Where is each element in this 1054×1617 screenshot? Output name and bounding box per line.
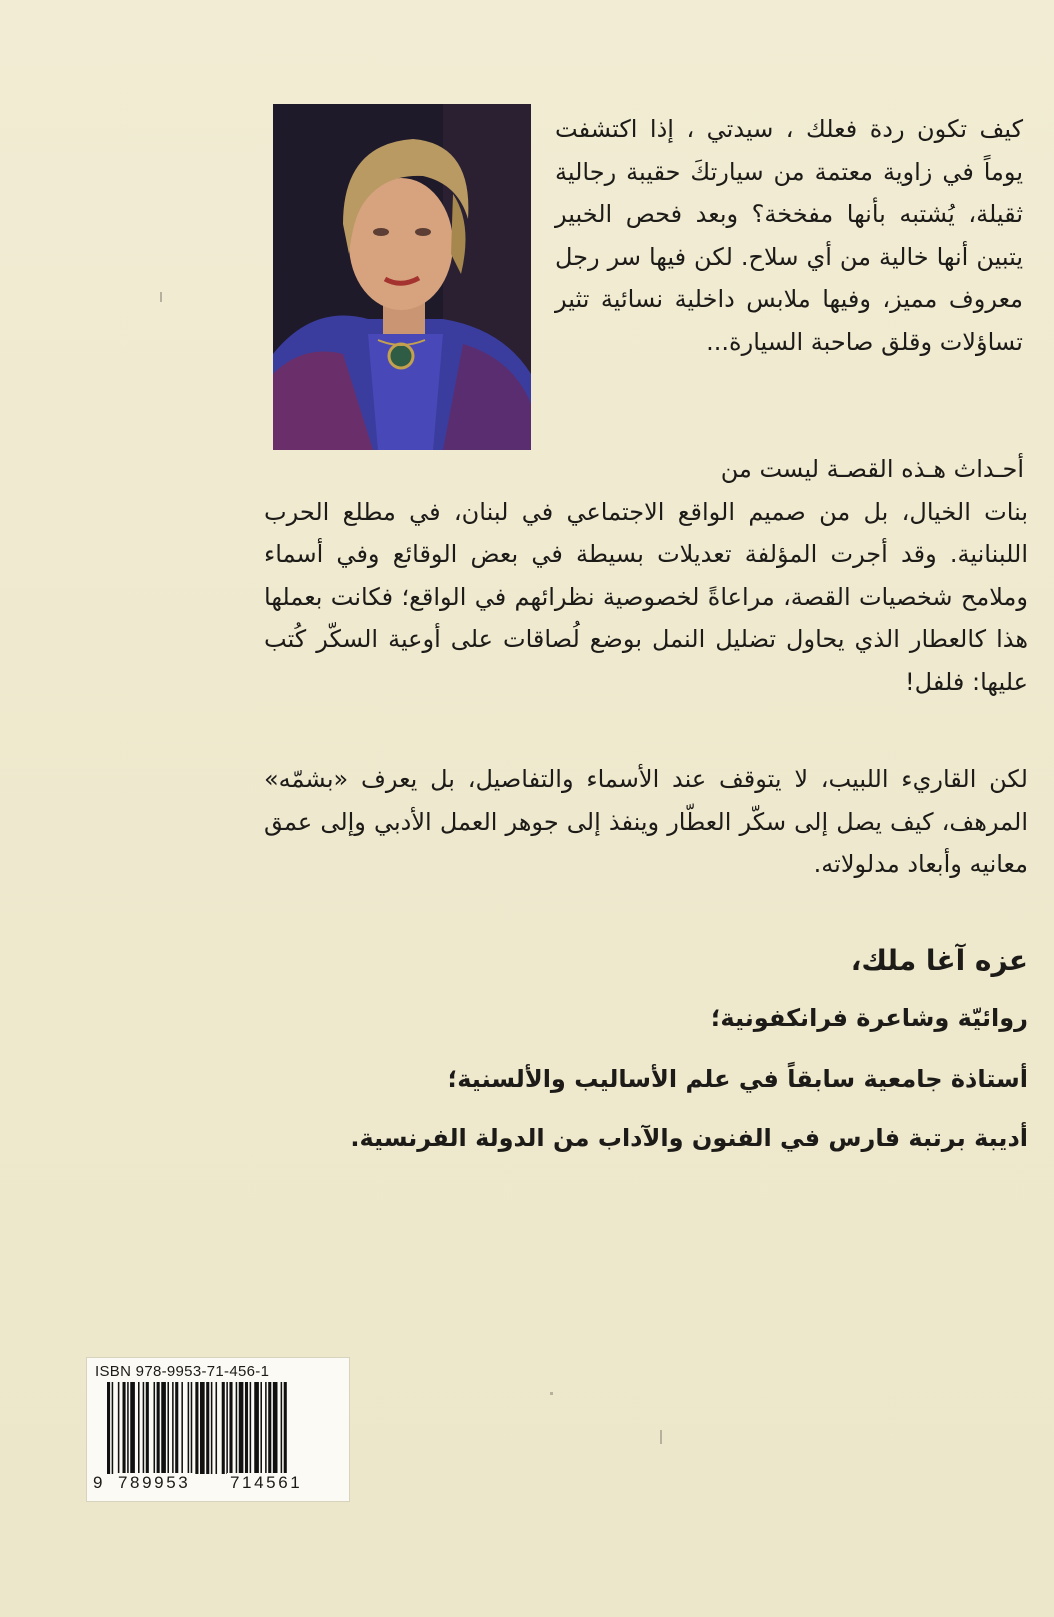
author-bio-line: أستاذة جامعية سابقاً في علم الأساليب والألسنية؛ — [447, 1065, 1028, 1093]
barcode-bar — [188, 1382, 190, 1474]
barcode-bar — [157, 1382, 160, 1474]
barcode-bar — [206, 1382, 209, 1474]
barcode-bar — [146, 1382, 149, 1474]
barcode-bar — [236, 1382, 238, 1474]
story-first-line: أحـداث هـذه القصـة ليست من — [720, 455, 1024, 483]
barcode-bar — [245, 1382, 248, 1474]
barcode-bar — [143, 1382, 145, 1474]
barcode-bar — [107, 1382, 110, 1474]
barcode-bar — [268, 1382, 271, 1474]
barcode-bar — [273, 1382, 278, 1474]
barcode-bar — [138, 1382, 140, 1474]
barcode-bar — [250, 1382, 252, 1474]
reader-paragraph: لكن القاريء اللبيب، لا يتوقف عند الأسماء والتفاصيل، بل يعرف «بشمّه» المرهف، كيف يصل إلى سكّر العطّار وينفذ إلى جوهر العمل الأدبي وإلى عمق معانيه وأبعاد مدلولاته. — [264, 765, 1028, 878]
story-paragraph — [264, 448, 1028, 703]
barcode-bar — [172, 1382, 174, 1474]
barcode-bar — [200, 1382, 205, 1474]
barcode-bar — [167, 1382, 169, 1474]
barcode-right-digits: 714561 — [227, 1473, 305, 1493]
paper-speck — [160, 292, 162, 302]
barcode-bar — [254, 1382, 259, 1474]
author-photo — [273, 104, 531, 450]
barcode-bar — [112, 1382, 114, 1474]
isbn-label: ISBN 978-9953-71-456-1 — [95, 1363, 270, 1380]
author-bio-line: روائيّة وشاعرة فرانكفونية؛ — [710, 1004, 1028, 1032]
barcode-bar — [216, 1382, 218, 1474]
barcode-bar — [181, 1382, 183, 1474]
barcode-bar — [281, 1382, 283, 1474]
barcode-bar — [161, 1382, 166, 1474]
isbn-barcode — [86, 1357, 350, 1502]
paper-speck — [550, 1392, 553, 1395]
author-name: عزه آغا ملك، — [850, 944, 1028, 977]
barcode-bar — [226, 1382, 228, 1474]
barcode-bar — [211, 1382, 213, 1474]
barcode-bar — [191, 1382, 193, 1474]
barcode-bar — [284, 1382, 287, 1474]
barcode-bar — [118, 1382, 120, 1474]
barcode-left-digits: 789953 — [115, 1473, 193, 1493]
barcode-bar — [195, 1382, 198, 1474]
intro-paragraph: كيف تكون ردة فعلك ، سيدتي ، إذا اكتشفت يوماً في زاوية معتمة من سيارتكَ حقيبة رجالية ثقيلة، يُشتبه بأنها مفخخة؟ وبعد فحص الخبير يتبين أنها خالية من أي سلاح. لكن فيها سر رجل معروف مميز، وفيها ملابس داخلية نسائية تثير تساؤلات وقلق صاحبة السيارة... — [555, 115, 1023, 356]
story-body: بنات الخيال، بل من صميم الواقع الاجتماعي في لبنان، في مطلع الحرب اللبنانية. وقد أجرت المؤلفة تعديلات بسيطة في بعض الوقائع وفي أسماء وملامح شخصيات القصة، مراعاةً لخصوصية نظرائهم في الواقع؛ فكانت بعملها هذا كالعطار الذي يحاول تضليل النمل بوضع لُصاقات على أوعية السكّر كُتب عليها: فلفل! — [264, 497, 1028, 696]
barcode-bar — [229, 1382, 232, 1474]
barcode-bar — [239, 1382, 244, 1474]
barcode-bar — [222, 1382, 225, 1474]
barcode-bars — [93, 1382, 343, 1480]
barcode-bar — [130, 1382, 135, 1474]
barcode-bar — [265, 1382, 267, 1474]
barcode-bar — [175, 1382, 178, 1474]
author-bio-line: أديبة برتبة فارس في الفنون والآداب من الدولة الفرنسية. — [350, 1124, 1028, 1152]
barcode-bar — [154, 1382, 156, 1474]
barcode-bar — [127, 1382, 129, 1474]
barcode-bar — [123, 1382, 126, 1474]
barcode-first-digit: 9 — [93, 1473, 103, 1492]
barcode-bar — [260, 1382, 262, 1474]
paper-speck — [660, 1430, 662, 1444]
barcode-digits — [93, 1471, 343, 1495]
